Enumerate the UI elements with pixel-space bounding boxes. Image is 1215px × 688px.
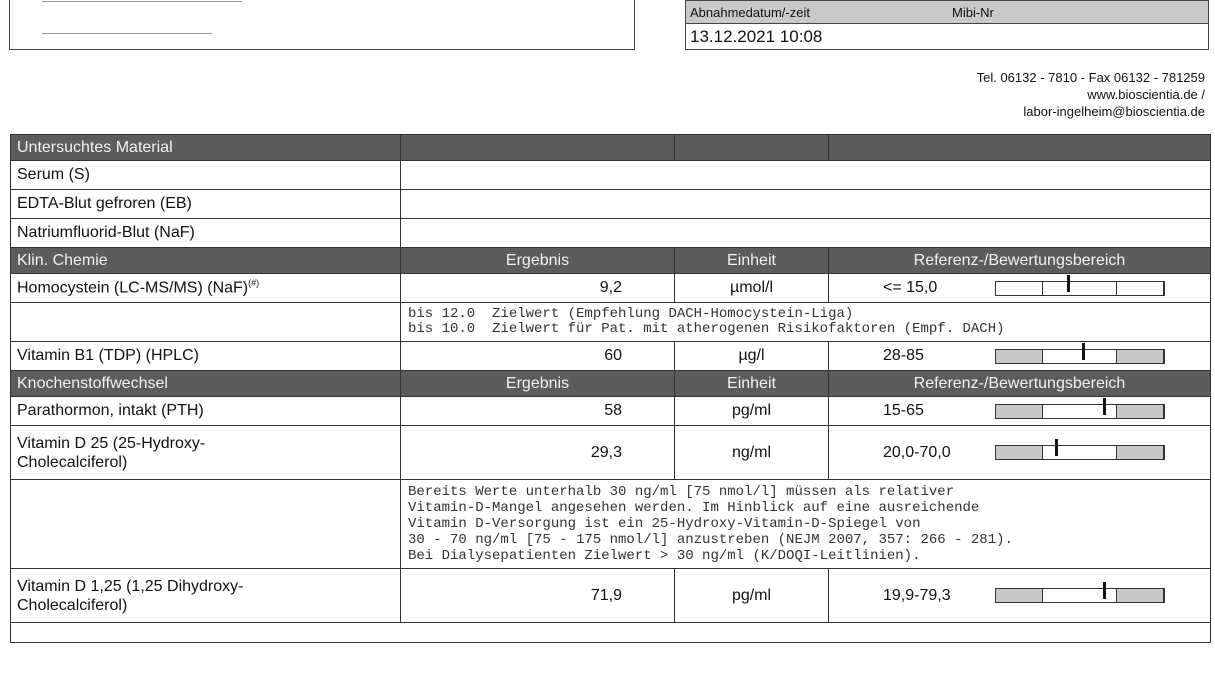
material-row — [11, 161, 1211, 190]
test-unit: µg/l — [675, 342, 829, 371]
material-heading: Untersuchtes Material — [11, 135, 401, 161]
test-name: Vitamin D 1,25 (1,25 Dihydroxy- Cholecalciferol) — [11, 569, 401, 623]
bar-segment — [996, 446, 1043, 459]
note-row — [11, 480, 1211, 569]
mibi-label: Mibi-Nr — [952, 5, 994, 20]
note-row — [11, 303, 1211, 342]
test-unit: pg/ml — [675, 569, 829, 623]
test-reference: 28-85 — [883, 347, 924, 364]
test-result: 29,3 — [401, 426, 675, 480]
col-reference-header: Referenz-/Bewertungsbereich — [829, 371, 1211, 397]
test-unit: ng/ml — [675, 426, 829, 480]
section-header-klin-chemie — [11, 248, 1211, 274]
test-result: 71,9 — [401, 569, 675, 623]
reference-range-bar — [995, 281, 1165, 296]
test-result: 9,2 — [401, 274, 675, 303]
table-bottom-row — [11, 623, 1211, 643]
bar-segment — [1117, 282, 1164, 295]
bar-segment — [1117, 446, 1164, 459]
sample-date-label: Abnahmedatum/-zeit — [690, 5, 810, 20]
bar-segment — [996, 589, 1043, 602]
material-item: Natriumfluorid-Blut (NaF) — [11, 219, 401, 248]
patient-info-box — [9, 0, 635, 50]
bar-segment — [1043, 405, 1117, 418]
test-row-vitamin-b1 — [11, 342, 1211, 371]
test-name: Parathormon, intakt (PTH) — [11, 397, 401, 426]
contact-phone-fax: Tel. 06132 - 7810 - Fax 06132 - 781259 — [976, 70, 1205, 85]
bar-segment — [1043, 589, 1117, 602]
test-result: 60 — [401, 342, 675, 371]
faded-line — [42, 1, 242, 2]
material-header-row — [11, 135, 1211, 161]
material-row — [11, 219, 1211, 248]
bar-value-marker — [1067, 275, 1070, 292]
col-unit-header: Einheit — [675, 248, 829, 274]
bar-segment — [1043, 282, 1117, 295]
reference-range-bar — [995, 588, 1165, 603]
col-result-header: Ergebnis — [401, 248, 675, 274]
col-unit-header: Einheit — [675, 371, 829, 397]
bar-segment — [1043, 446, 1117, 459]
bar-segment — [996, 282, 1043, 295]
bar-value-marker — [1103, 582, 1106, 599]
bar-value-marker — [1082, 343, 1085, 360]
lab-results-table — [10, 134, 1211, 643]
material-item: EDTA-Blut gefroren (EB) — [11, 190, 401, 219]
bar-segment — [1117, 350, 1164, 363]
bar-segment — [1117, 589, 1164, 602]
bar-segment — [1043, 350, 1117, 363]
contact-email: labor-ingelheim@bioscientia.de — [1023, 104, 1205, 119]
sample-info — [685, 0, 1209, 50]
faded-line — [42, 33, 212, 34]
sample-date-value: 13.12.2021 10:08 — [685, 24, 1209, 50]
test-note: Bereits Werte unterhalb 30 ng/ml [75 nmol/l] müssen als relativer Vitamin-D-Mangel angesehen werden. Im Hinblick auf eine ausreichende Vitamin D-Versorgung ist ein 25-Hydroxy-Vitamin-D-Spiegel von 30 - 70 ng/ml [75 - 175 nmol/l] anzustreben (NEJM 2007, 357: 266 - 281). Bei Dialysepatienten Zielwert > 30 ng/ml (K/DOQI-Leitlinien). — [401, 480, 1211, 569]
contact-web: www.bioscientia.de / — [1087, 87, 1205, 102]
test-unit: pg/ml — [675, 397, 829, 426]
material-item: Serum (S) — [11, 161, 401, 190]
lab-contact — [977, 69, 1205, 120]
test-name: Vitamin B1 (TDP) (HPLC) — [11, 342, 401, 371]
test-unit: µmol/l — [675, 274, 829, 303]
test-reference: 15-65 — [883, 402, 924, 419]
test-name: Vitamin D 25 (25-Hydroxy- Cholecalciferol) — [11, 426, 401, 480]
bar-value-marker — [1055, 439, 1058, 456]
test-row-pth — [11, 397, 1211, 426]
test-reference: 19,9-79,3 — [883, 586, 951, 604]
test-note: bis 12.0 Zielwert (Empfehlung DACH-Homocystein-Liga) bis 10.0 Zielwert für Pat. mit atherogenen Risikofaktoren (Empf. DACH) — [401, 303, 1211, 342]
test-reference: <= 15,0 — [883, 279, 938, 296]
sample-info-labels — [685, 0, 1209, 24]
section-title: Knochenstoffwechsel — [11, 371, 401, 397]
reference-range-bar — [995, 349, 1165, 364]
reference-range-bar — [995, 404, 1165, 419]
bar-value-marker — [1103, 398, 1106, 415]
bar-segment — [996, 405, 1043, 418]
bar-segment — [1117, 405, 1164, 418]
test-row-vitamin-d25 — [11, 426, 1211, 480]
test-row-vitamin-d125 — [11, 569, 1211, 623]
section-title: Klin. Chemie — [11, 248, 401, 274]
reference-range-bar — [995, 445, 1165, 460]
col-reference-header: Referenz-/Bewertungsbereich — [829, 248, 1211, 274]
bar-segment — [996, 350, 1043, 363]
test-result: 58 — [401, 397, 675, 426]
test-reference: 20,0-70,0 — [883, 443, 951, 461]
material-row — [11, 190, 1211, 219]
test-name: Homocystein (LC-MS/MS) (NaF)(#) — [11, 274, 401, 303]
section-header-knochen — [11, 371, 1211, 397]
footnote-mark: (#) — [248, 278, 260, 289]
col-result-header: Ergebnis — [401, 371, 675, 397]
test-row-homocystein — [11, 274, 1211, 303]
